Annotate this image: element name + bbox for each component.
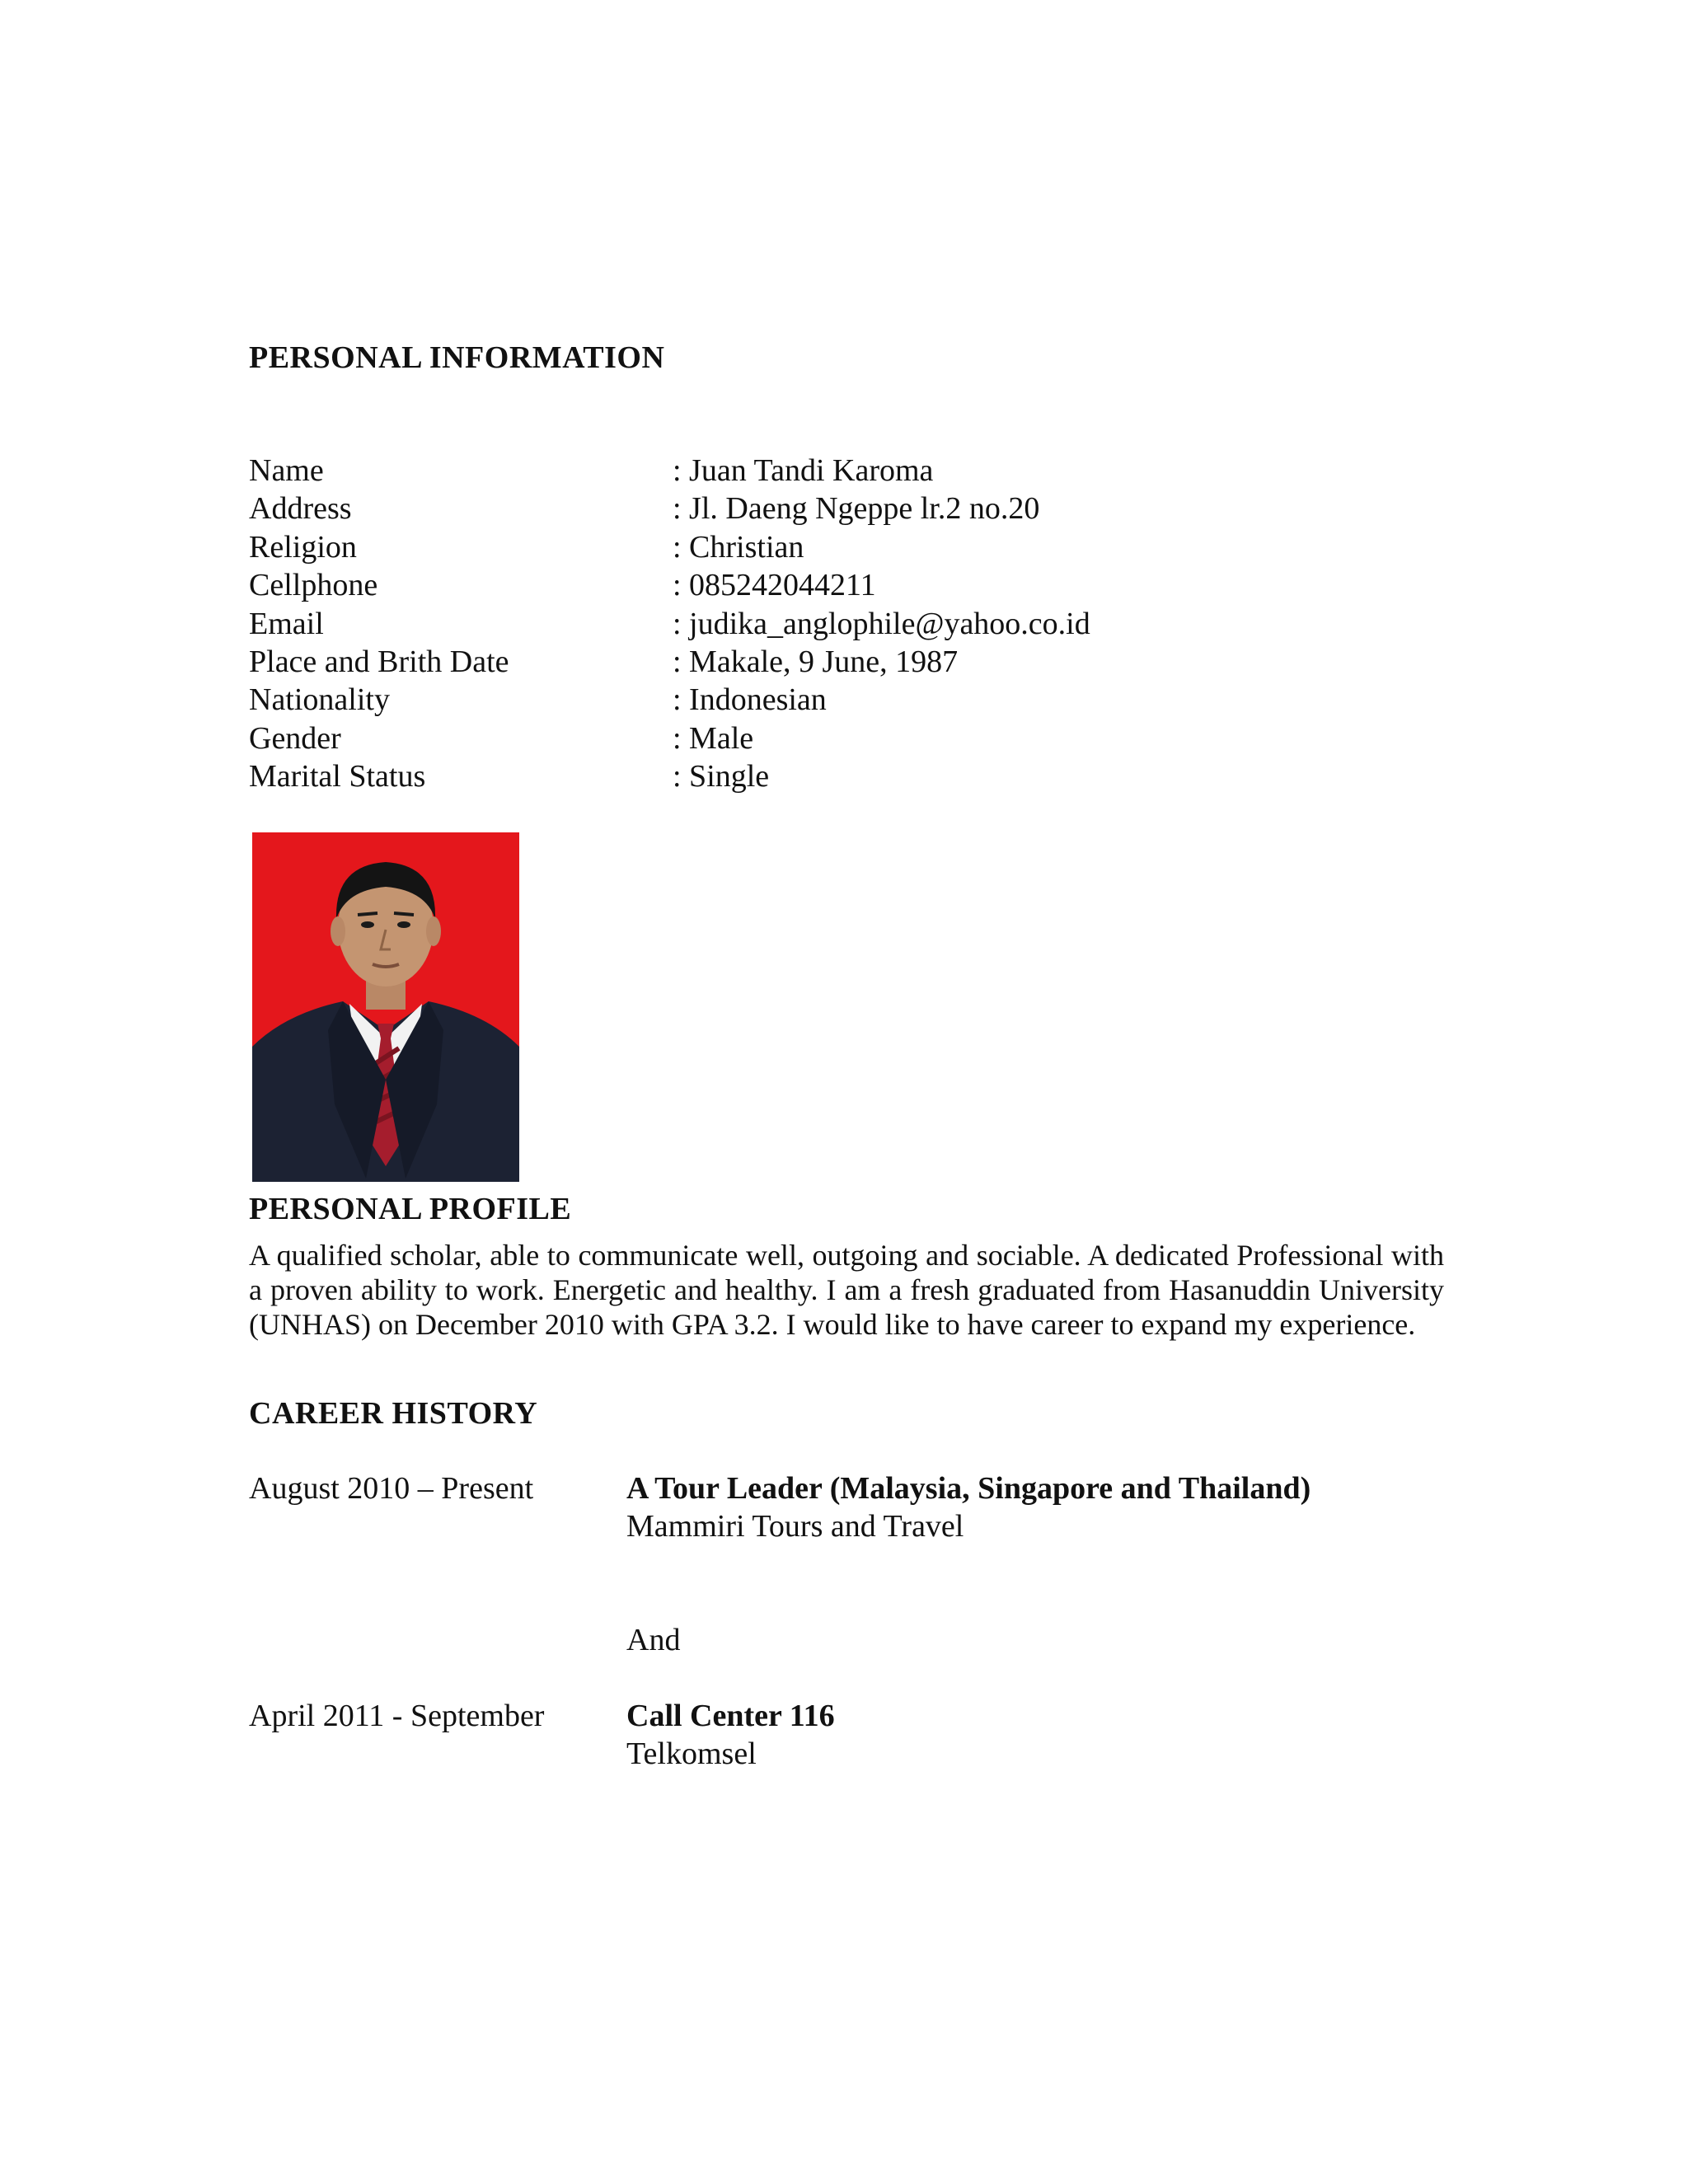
info-value: : 085242044211 <box>673 568 876 603</box>
info-value: : Indonesian <box>673 682 827 718</box>
info-value: : Juan Tandi Karoma <box>673 453 934 488</box>
personal-information-heading: PERSONAL INFORMATION <box>249 340 665 375</box>
info-value: : Christian <box>673 529 804 565</box>
personal-profile-heading: PERSONAL PROFILE <box>249 1192 572 1226</box>
info-row-marital-status <box>249 757 1485 795</box>
info-row-email <box>249 605 1485 643</box>
info-label: Gender <box>249 720 341 756</box>
info-row-birth <box>249 643 1485 681</box>
info-label: Address <box>249 491 352 527</box>
career-separator: And <box>626 1623 681 1657</box>
info-row-address <box>249 490 1485 527</box>
info-label: Nationality <box>249 682 390 718</box>
info-row-name <box>249 452 1485 490</box>
info-value: : Makale, 9 June, 1987 <box>673 644 959 679</box>
info-row-cellphone <box>249 566 1485 604</box>
personal-information-table <box>249 452 1485 796</box>
info-label: Place and Brith Date <box>249 644 509 679</box>
profile-photo <box>252 832 519 1182</box>
info-label: Religion <box>249 529 357 565</box>
career-history-heading: CAREER HISTORY <box>249 1396 538 1431</box>
info-label: Email <box>249 606 324 641</box>
career-title: A Tour Leader (Malaysia, Singapore and Thailand) <box>626 1471 1311 1506</box>
portrait-illustration <box>252 832 519 1182</box>
info-value: : Jl. Daeng Ngeppe lr.2 no.20 <box>673 491 1040 527</box>
personal-profile-text: A qualified scholar, able to communicate well, outgoing and sociable. A dedicated Professional with a proven ability to work. Energetic and healthy. I am a fresh graduated from Hasanuddin University (UNHAS) on December 2010 with GPA 3.2. I would like to have career to expand my experience. <box>249 1239 1444 1341</box>
info-row-gender <box>249 719 1485 757</box>
info-row-religion <box>249 528 1485 566</box>
info-label: Cellphone <box>249 568 378 603</box>
career-date: August 2010 – Present <box>249 1471 534 1506</box>
career-title: Call Center 116 <box>626 1699 835 1733</box>
info-row-nationality <box>249 681 1485 719</box>
career-organization: Telkomsel <box>626 1736 757 1771</box>
career-organization: Mammiri Tours and Travel <box>626 1509 964 1544</box>
info-value: : Male <box>673 720 754 756</box>
info-label: Marital Status <box>249 759 426 794</box>
career-date: April 2011 - September <box>249 1699 545 1733</box>
info-value: : judika_anglophile@yahoo.co.id <box>673 606 1090 641</box>
info-value: : Single <box>673 759 770 794</box>
info-label: Name <box>249 453 324 488</box>
